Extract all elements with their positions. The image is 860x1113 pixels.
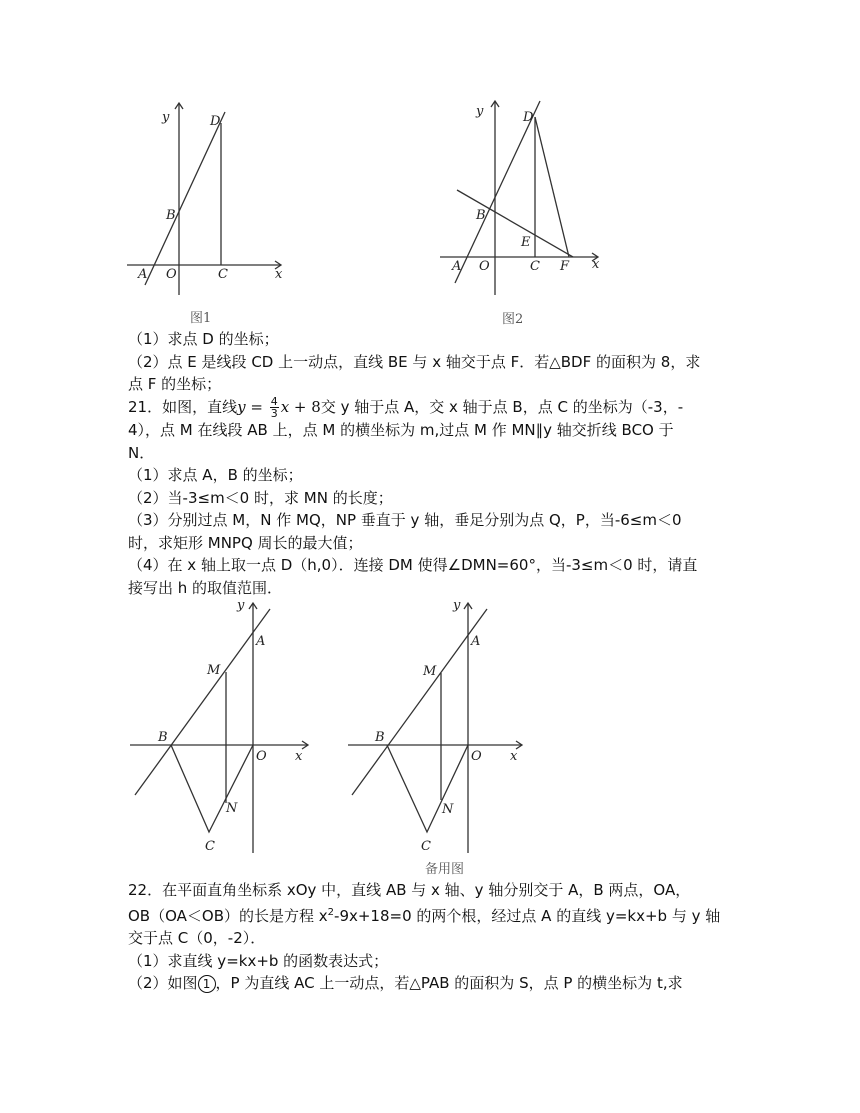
p21-line1	[128, 396, 728, 419]
fig4-label-A: A	[471, 634, 481, 649]
p22-q2-circled-number: 1	[198, 975, 216, 993]
problem-21	[128, 396, 728, 599]
fig1-label-x: x	[275, 267, 283, 282]
fig1-caption: 图1	[190, 311, 212, 326]
p21-q1: （1）求点 A，B 的坐标；	[128, 466, 303, 484]
fig2-label-D: D	[523, 110, 534, 125]
fig3-label-A: A	[256, 634, 266, 649]
fig2-caption: 图2	[502, 312, 524, 327]
p20-q2-line2: 点 F 的坐标；	[128, 375, 222, 393]
p22-l2-pre: OB（OA＜OB）的长是方程 x	[128, 906, 328, 925]
p21-line3: N．	[128, 443, 155, 462]
figure-2	[435, 95, 610, 330]
p21-q4-line1: （4）在 x 轴上取一点 D（h,0）．连接 DM 使得∠DMN=60°，当-3≤m＜0 时，请直	[128, 556, 698, 574]
fig3-label-M: M	[207, 663, 221, 678]
fig4-label-C: C	[421, 839, 431, 854]
fig1-label-B: B	[166, 208, 176, 223]
p21-q4-line2: 接写出 h 的取值范围．	[128, 578, 283, 597]
figure-3	[125, 595, 320, 860]
p21-eq-x: x	[280, 398, 290, 416]
fig2-label-O: O	[479, 259, 490, 274]
p22-q1: （1）求直线 y=kx+b 的函数表达式；	[128, 951, 389, 970]
fig4-label-x: x	[510, 749, 518, 764]
p21-l1-post: 交 y 轴于点 A，交 x 轴于点 B，点 C 的坐标为（-3，-	[320, 398, 684, 416]
fig2-label-y: y	[476, 104, 484, 119]
p22-l2-sup: 2	[327, 906, 335, 918]
fig3-label-y: y	[237, 598, 245, 613]
p22-q2	[128, 972, 728, 995]
p21-frac-den: 3	[270, 407, 278, 420]
fig2-label-B: B	[476, 208, 486, 223]
p22-l2-post: -9x+18=0 的两个根，经过点 A 的直线 y=kx+b 与 y 轴	[334, 906, 721, 925]
p21-eq-plus: + 8	[289, 398, 321, 416]
fig4-caption: 备用图	[425, 862, 465, 877]
p21-q3-line1: （3）分别过点 M，N 作 MQ，NP 垂直于 y 轴，垂足分别为点 Q，P，当-6≤m＜0	[128, 511, 682, 529]
fig1-label-D: D	[210, 114, 221, 129]
p21-q2: （2）当-3≤m＜0 时，求 MN 的长度；	[128, 488, 393, 507]
fig3-label-B: B	[158, 730, 168, 745]
p21-line2: 4），点 M 在线段 AB 上，点 M 的横坐标为 m,过点 M 作 MN∥y 轴交折线 BCO 于	[128, 421, 674, 439]
fig1-label-C: C	[218, 267, 228, 282]
p20-q2-line1: （2）点 E 是线段 CD 上一动点，直线 BE 与 x 轴交于点 F．若△BDF 的面积为 8，求	[128, 352, 701, 371]
fig2-label-F: F	[560, 259, 570, 274]
fig4-label-O: O	[471, 749, 482, 764]
fig2-label-A: A	[452, 259, 462, 274]
problem-20-questions	[128, 328, 728, 396]
p21-fraction	[270, 396, 279, 419]
fig1-label-y: y	[162, 110, 170, 125]
p22-line3: 交于点 C（0，-2）．	[128, 929, 266, 947]
p22-q2-pre: （2）如图	[128, 974, 198, 992]
p21-q3-line2: 时，求矩形 MNPQ 周长的最大值；	[128, 533, 363, 552]
fig4-label-N: N	[442, 802, 454, 817]
p22-line1: 22．在平面直角坐标系 xOy 中，直线 AB 与 x 轴、y 轴分别交于 A，B 两点，OA，	[128, 881, 691, 899]
p21-frac-num: 4	[270, 395, 278, 408]
figure-1	[118, 95, 298, 330]
fig3-label-C: C	[205, 839, 215, 854]
figure-4	[345, 595, 535, 880]
fig4-label-B: B	[375, 730, 385, 745]
fig4-label-y: y	[453, 598, 461, 613]
p21-eq-equals: =	[245, 398, 268, 416]
fig3-label-N: N	[226, 801, 238, 816]
fig3-label-x: x	[295, 749, 303, 764]
fig2-label-C: C	[530, 259, 540, 274]
fig2-label-E: E	[521, 235, 531, 250]
fig2-label-x: x	[592, 257, 600, 272]
fig1-label-A: A	[138, 267, 148, 282]
p22-line2	[128, 902, 728, 928]
p22-q2-post: ，P 为直线 AC 上一动点，若△PAB 的面积为 S，点 P 的横坐标为 t,求	[215, 974, 683, 992]
fig3-label-O: O	[256, 749, 267, 764]
problem-22	[128, 879, 728, 995]
fig1-label-O: O	[166, 267, 177, 282]
p21-l1-pre: 21．如图，直线	[128, 398, 238, 416]
p20-q1: （1）求点 D 的坐标；	[128, 330, 279, 348]
fig4-label-M: M	[423, 664, 437, 679]
p21-eq-y: y	[237, 398, 246, 416]
